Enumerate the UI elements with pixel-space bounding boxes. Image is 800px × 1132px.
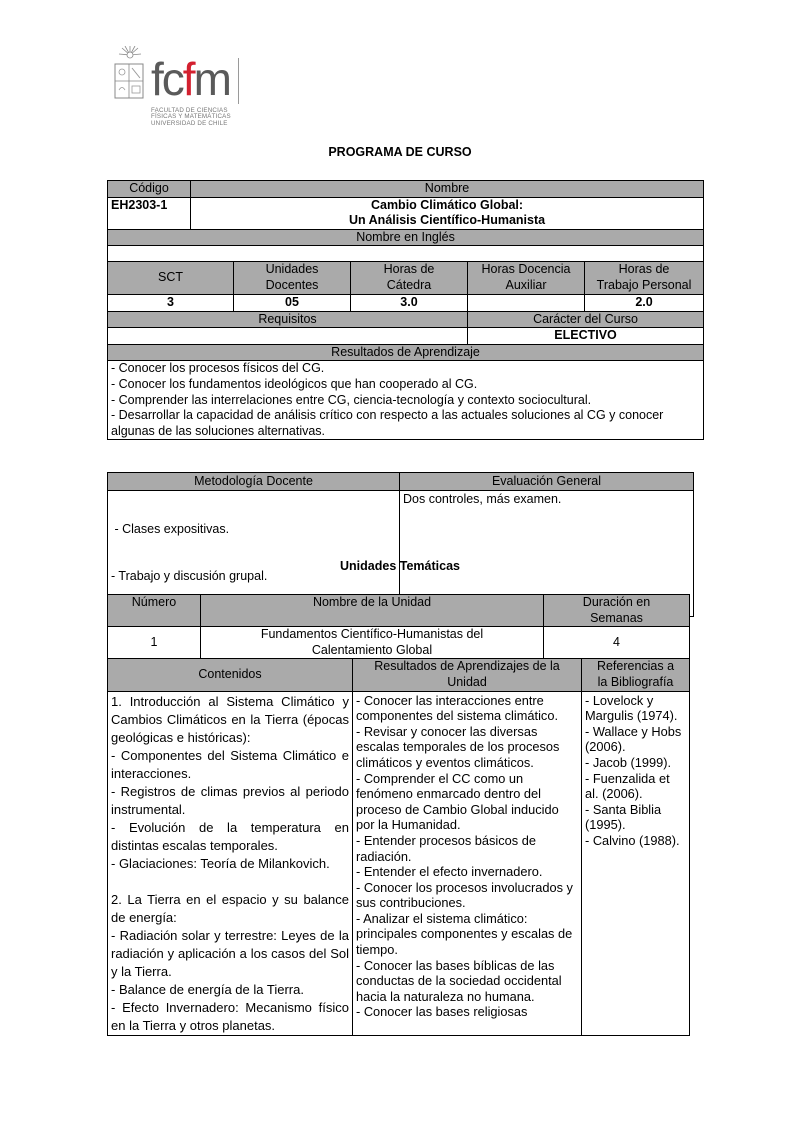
referencias-header: Referencias a la Bibliografía <box>582 659 690 691</box>
unit-duration: 4 <box>544 627 690 659</box>
fcfm-logo <box>112 46 242 130</box>
caracter-header: Carácter del Curso <box>468 311 704 328</box>
list-item: - Clases expositivas. <box>111 522 230 537</box>
list-item: - Entender el efecto invernadero. <box>356 864 543 880</box>
list-item: - Conocer los procesos involucrados y sus contribuciones. <box>356 879 573 911</box>
fcfm-wordmark: fcfm <box>151 53 230 105</box>
list-item: - Comprender las interrelaciones entre CG, ciencia-tecnología y contexto sociocultural. <box>111 392 592 407</box>
course-code: EH2303-1 <box>108 197 191 229</box>
requisitos-header: Requisitos <box>108 311 468 328</box>
requisitos-value <box>108 328 468 345</box>
unit-name-header: Nombre de la Unidad <box>201 595 544 627</box>
list-item: - Entender procesos básicos de radiación. <box>356 832 536 864</box>
list-item: - Jacob (1999). <box>585 754 672 770</box>
duracion-header: Duración en Semanas <box>544 595 690 627</box>
name-header: Nombre <box>191 181 704 198</box>
list-item: - Lovelock y Margulis (1974). <box>585 692 678 724</box>
course-info-table <box>107 180 704 440</box>
list-item: - Glaciaciones: Teoría de Milankovich. <box>111 855 330 871</box>
list-item: - Componentes del Sistema Climático e interacciones. <box>111 747 349 781</box>
list-item: - Efecto Invernadero: Mecanismo físico en la Tierra y otros planetas. <box>111 999 349 1033</box>
list-item: - Wallace y Hobs (2006). <box>585 723 682 755</box>
numero-header: Número <box>108 595 201 627</box>
resultados-list <box>108 361 704 440</box>
metodologia-header: Metodología Docente <box>108 473 400 491</box>
horas-catedra-value: 3.0 <box>351 294 468 311</box>
unit-resultados-list <box>353 691 582 1035</box>
list-item: - Conocer las interacciones entre componentes del sistema climático. <box>356 692 558 724</box>
list-item: - Santa Biblia (1995). <box>585 801 662 833</box>
sct-value: 3 <box>108 294 234 311</box>
caracter-value: ELECTIVO <box>468 328 704 345</box>
list-item: - Radiación solar y terrestre: Leyes de la radiación y aplicación a los casos del Sol y la Tierra. <box>111 927 349 979</box>
list-item: 2. La Tierra en el espacio y su balance de energía: <box>111 891 349 925</box>
code-header: Código <box>108 181 191 198</box>
contenidos-header: Contenidos <box>108 659 353 691</box>
list-item: - Revisar y conocer las diversas escalas temporales de los procesos climáticos y eventos climáticos. <box>356 723 560 770</box>
list-item: - Balance de energía de la Tierra. <box>111 981 304 997</box>
page-title: PROGRAMA DE CURSO <box>328 145 472 159</box>
english-name-value <box>108 246 704 262</box>
referencias-list <box>582 691 690 1035</box>
list-item: - Fuenzalida et al. (2006). <box>585 770 670 802</box>
list-item: - Conocer las bases bíblicas de las conductas de la sociedad occidental hacia la naturaleza no humana. <box>356 957 562 1004</box>
list-item: - Calvino (1988). <box>585 832 680 848</box>
list-item: 1. Introducción al Sistema Climático y Cambios Climáticos en la Tierra (épocas geológicas e históricas): <box>111 693 349 745</box>
list-item: - Conocer los fundamentos ideológicos que han cooperado al CG. <box>111 376 478 391</box>
list-item: - Conocer las bases religiosas <box>356 1004 528 1020</box>
logo-divider <box>238 58 239 104</box>
english-name-header: Nombre en Inglés <box>108 229 704 246</box>
faculty-name: FACULTAD DE CIENCIAS FÍSICAS Y MATEMÁTICAS UNIVERSIDAD DE CHILE <box>151 107 231 127</box>
units-table <box>107 594 690 1036</box>
unidades-docentes-value: 05 <box>234 294 351 311</box>
horas-personal-value: 2.0 <box>585 294 704 311</box>
list-item: - Registros de climas previos al periodo instrumental. <box>111 783 349 817</box>
course-name: Cambio Climático Global: Un Análisis Científico-Humanista <box>191 197 704 229</box>
unidades-docentes-header: Unidades Docentes <box>234 262 351 294</box>
evaluacion-header: Evaluación General <box>400 473 694 491</box>
contenidos-list <box>108 691 353 1035</box>
units-section-title: Unidades Temáticas <box>340 559 460 573</box>
unit-number: 1 <box>108 627 201 659</box>
university-shield-icon <box>114 60 144 100</box>
unit-name: Fundamentos Científico-Humanistas del Calentamiento Global <box>201 627 544 659</box>
list-item: - Evolución de la temperatura en distintas escalas temporales. <box>111 819 349 853</box>
evaluacion-value: Dos controles, más examen. <box>400 491 694 617</box>
list-item: - Analizar el sistema climático: principales componentes y escalas de tiempo. <box>356 910 573 958</box>
list-item: - Trabajo y discusión grupal. <box>111 568 268 583</box>
horas-auxiliar-value <box>468 294 585 311</box>
unit-resultados-header: Resultados de Aprendizajes de la Unidad <box>353 659 582 691</box>
sct-header: SCT <box>108 262 234 294</box>
list-item: - Desarrollar la capacidad de análisis crítico con respecto a las actuales soluciones al CG y conocer algunas de las soluciones alternativas. <box>111 408 664 438</box>
horas-catedra-header: Horas de Cátedra <box>351 262 468 294</box>
resultados-header: Resultados de Aprendizaje <box>108 344 704 361</box>
horas-personal-header: Horas de Trabajo Personal <box>585 262 704 294</box>
list-item: - Comprender el CC como un fenómeno enmarcado dentro del proceso de Cambio Global inducido por la Humanidad. <box>356 770 559 833</box>
horas-auxiliar-header: Horas Docencia Auxiliar <box>468 262 585 294</box>
list-item: - Conocer los procesos físicos del CG. <box>111 361 325 376</box>
